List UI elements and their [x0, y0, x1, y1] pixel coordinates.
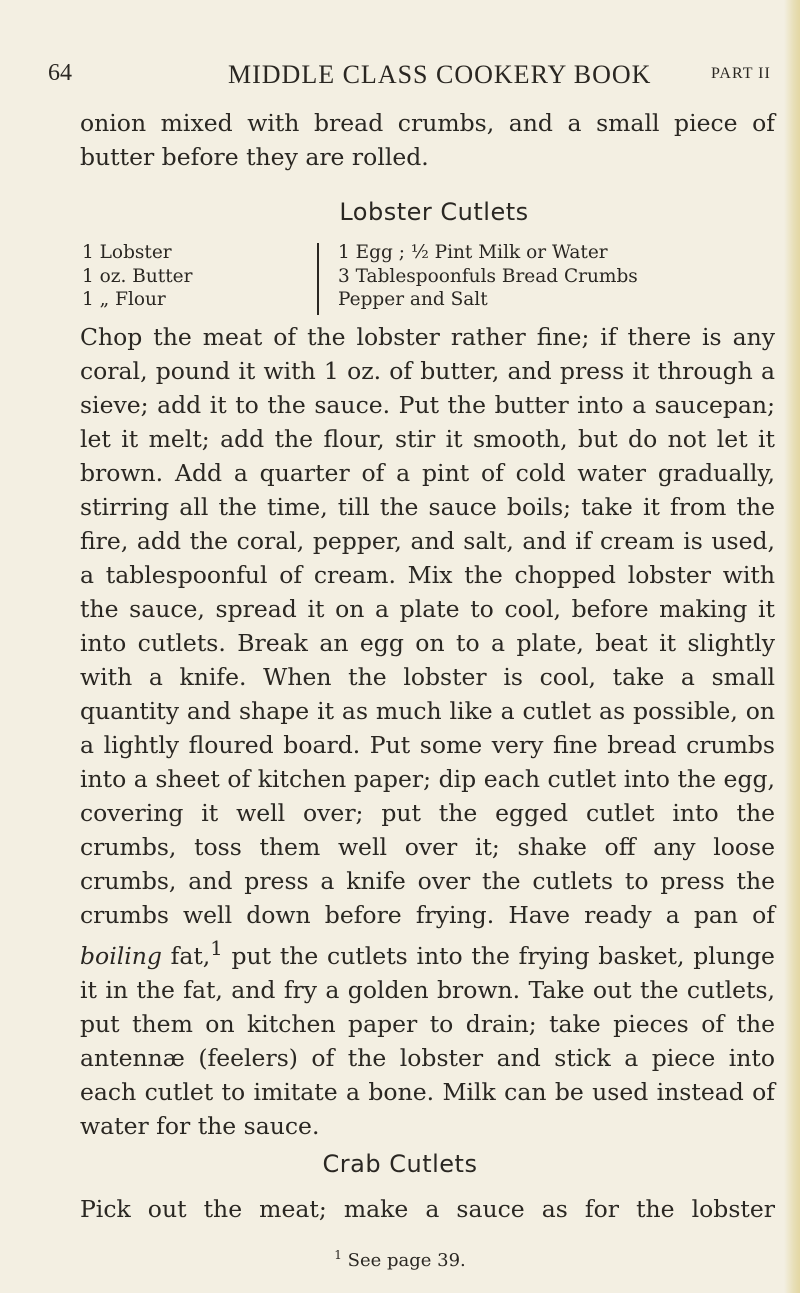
ingredients-divider	[317, 243, 319, 315]
ingredient-item: 1 „ Flour	[82, 289, 166, 310]
ingredient-item: 1 Lobster	[82, 242, 172, 263]
footnote-reference[interactable]: 1	[210, 937, 223, 960]
ingredient-item: Pepper and Salt	[338, 289, 488, 310]
crab-cutlets-heading: Crab Cutlets	[322, 1150, 478, 1178]
intro-paragraph: onion mixed with bread crumbs, and a small piece of butter before they are rolled.	[80, 109, 775, 171]
ingredient-item: 3 Tablespoonfuls Bread Crumbs	[338, 265, 638, 287]
ingredient-item: 1 Egg ; ½ Pint Milk or Water	[338, 242, 608, 263]
page-edge-shading	[784, 0, 800, 1293]
footnote-text: See page 39.	[347, 1250, 466, 1271]
part-label: PART II	[711, 65, 771, 82]
method-text: fat,	[170, 941, 211, 970]
method-text: Chop the meat of the lobster rather fine; if there is any coral, pound it with 1 oz. of butter, and press it through a sieve; add it to the sauce. Put the butter into a saucepan; let it melt; add the flour, stir it smooth, but do not let it brown. Add a quarter of a pint of cold water gradually, stirring all the time, till the sauce boils; take it from the fire, add the coral, pepper, and salt, and if cream is used, a tablespoonful of cream. Mix the chopped lobster with the sauce, spread it on a plate to cool, before making it into cutlets. Break an egg on to a plate, beat it slightly with a knife. When the lobster is cool, take a small quantity and shape it as much like a cutlet as possible, on a lightly floured board. Put some very fine bread crumbs into a sheet of kitchen paper; dip each cutlet into the egg, covering it well over; put the egged cutlet into the crumbs, toss them well over it; shake off any loose crumbs, and press a knife over the cutlets to press the crumbs well down before frying. Have ready a pan of	[80, 323, 775, 929]
crab-paragraph: Pick out the meat; make a sauce as for the lobster	[80, 1195, 775, 1223]
running-title: MIDDLE CLASS COOKERY BOOK	[228, 60, 652, 89]
page-number: 64	[48, 60, 72, 86]
ingredient-item: 1 oz. Butter	[82, 265, 193, 287]
method-italic-word: boiling	[80, 941, 162, 970]
lobster-method-paragraph	[80, 320, 775, 1143]
footnote-marker: 1	[334, 1248, 342, 1262]
page-header	[48, 60, 778, 100]
method-text: put the cutlets into the frying basket, plunge it in the fat, and fry a golden brown. Take out the cutlets, put them on kitchen paper to drain; take pieces of the antennæ (feelers) of the lobster and stick a piece into each cutlet to imitate a bone. Milk can be used instead of water for the sauce.	[80, 941, 775, 1140]
ingredients-right-column	[338, 241, 778, 312]
ingredients-left-column	[82, 241, 302, 312]
footnote	[0, 1248, 800, 1271]
lobster-cutlets-heading: Lobster Cutlets	[339, 198, 529, 226]
